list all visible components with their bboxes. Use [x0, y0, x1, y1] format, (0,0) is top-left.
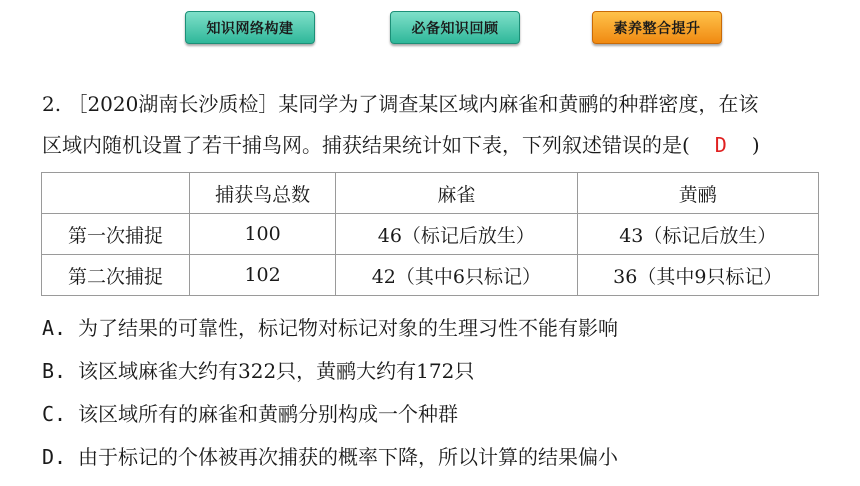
- option-letter: A.: [42, 316, 67, 340]
- question-stem-close: ): [751, 133, 760, 157]
- option-letter: C.: [42, 402, 67, 426]
- option-c: [42, 402, 458, 426]
- option-letter: B.: [42, 359, 67, 383]
- table-cell: 43（标记后放生）: [577, 214, 818, 255]
- table-cell: 36（其中9只标记）: [577, 255, 818, 296]
- table-cell: 42（其中6只标记）: [336, 255, 577, 296]
- option-text: 该区域麻雀大约有322只，黄鹂大约有172只: [78, 359, 475, 383]
- top-nav: [0, 11, 860, 45]
- question-stem-line-2: [42, 133, 842, 157]
- table-header-cell: 捕获鸟总数: [190, 173, 336, 214]
- capture-results-table: [41, 172, 819, 296]
- knowledge-network-button[interactable]: 知识网络构建: [185, 11, 315, 44]
- option-text: 该区域所有的麻雀和黄鹂分别构成一个种群: [78, 402, 458, 426]
- literacy-integration-button[interactable]: 素养整合提升: [592, 11, 722, 44]
- table-cell: 46（标记后放生）: [336, 214, 577, 255]
- table-cell: 第二次捕捉: [42, 255, 190, 296]
- table-header-cell: 麻雀: [336, 173, 577, 214]
- essential-knowledge-button[interactable]: 必备知识回顾: [390, 11, 520, 44]
- table-row: [42, 214, 819, 255]
- table-cell: 第一次捕捉: [42, 214, 190, 255]
- table-cell: 102: [190, 255, 336, 296]
- table-header-cell: [42, 173, 190, 214]
- question-stem-text: 区域内随机设置了若干捕鸟网。捕获结果统计如下表，下列叙述错误的是(: [42, 133, 690, 157]
- option-b: [42, 359, 474, 383]
- option-text: 为了结果的可靠性，标记物对标记对象的生理习性不能有影响: [78, 316, 618, 340]
- table-header-row: [42, 173, 819, 214]
- option-a: [42, 316, 618, 340]
- option-text: 由于标记的个体被再次捕获的概率下降，所以计算的结果偏小: [78, 445, 618, 469]
- question-stem-line-1: 2. ［2020湖南长沙质检］某同学为了调查某区域内麻雀和黄鹂的种群密度，在该: [42, 92, 759, 116]
- option-letter: D.: [42, 445, 67, 469]
- answer-mark: D: [714, 133, 727, 157]
- table-header-cell: 黄鹂: [577, 173, 818, 214]
- table-cell: 100: [190, 214, 336, 255]
- option-d: [42, 445, 618, 469]
- table-row: [42, 255, 819, 296]
